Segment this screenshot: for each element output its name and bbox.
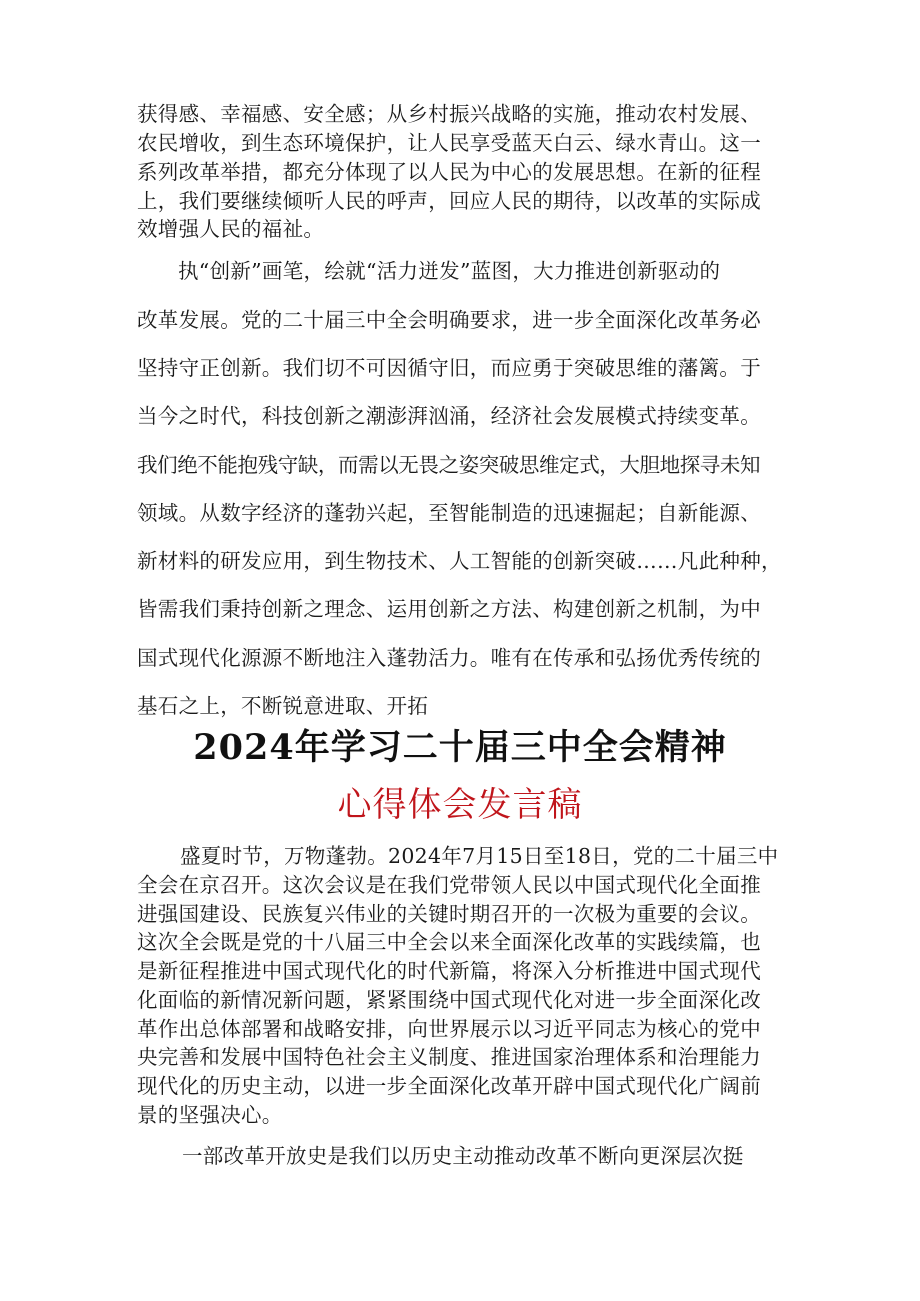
document-subtitle: 心得体会发言稿 [337, 785, 583, 825]
paragraph-line: 新材料的研发应用，到生物技术、人工智能的创新突破……凡此种种， [137, 549, 782, 573]
paragraph-line: 化面临的新情况新问题，紧紧围绕中国式现代化对进一步全面深化改 [137, 988, 761, 1012]
paragraph-line: 农民增收，到生态环境保护，让人民享受蓝天白云、绿水青山。这一 [137, 131, 761, 155]
paragraph-line: 执“创新”画笔，绘就“活力迸发”蓝图，大力推进创新驱动的 [178, 259, 721, 283]
paragraph-line: 一部改革开放史是我们以历史主动推动改革不断向更深层次挺 [182, 1144, 744, 1168]
paragraph-line: 改革发展。党的二十届三中全会明确要求，进一步全面深化改革务必 [137, 308, 761, 332]
paragraph-line: 上，我们要继续倾听人民的呼声，回应人民的期待，以改革的实际成 [137, 189, 761, 213]
paragraph-line: 获得感、幸福感、安全感；从乡村振兴战略的实施，推动农村发展、 [137, 102, 761, 126]
paragraph-line: 盛夏时节，万物蓬勃。2024年7月15日至18日，党的二十届三中 [180, 844, 779, 868]
paragraph-line: 领域。从数字经济的蓬勃兴起，至智能制造的迅速掘起；自新能源、 [137, 501, 761, 525]
paragraph-line: 国式现代化源源不断地注入蓬勃活力。唯有在传承和弘扬优秀传统的 [137, 646, 761, 670]
document-title: 2024年学习二十届三中全会精神 [193, 727, 727, 768]
paragraph-line: 央完善和发展中国特色社会主义制度、推进国家治理体系和治理能力 [137, 1045, 761, 1069]
paragraph-line: 当今之时代，科技创新之潮澎湃汹涌，经济社会发展模式持续变革。 [137, 404, 761, 428]
paragraph-line: 是新征程推进中国式现代化的时代新篇，将深入分析推进中国式现代 [137, 959, 761, 983]
paragraph-line: 进强国建设、民族复兴伟业的关键时期召开的一次极为重要的会议。 [137, 902, 761, 926]
paragraph-line: 全会在京召开。这次会议是在我们党带领人民以中国式现代化全面推 [137, 873, 761, 897]
paragraph-line: 基石之上，不断锐意进取、开拓 [137, 694, 429, 718]
paragraph-line: 现代化的历史主动，以进一步全面深化改革开辟中国式现代化广阔前 [137, 1074, 761, 1098]
paragraph-line: 革作出总体部署和战略安排，向世界展示以习近平同志为核心的党中 [137, 1017, 761, 1041]
paragraph-line: 皆需我们秉持创新之理念、运用创新之方法、构建创新之机制，为中 [137, 597, 761, 621]
paragraph-line: 景的坚强决心。 [137, 1103, 283, 1127]
paragraph-line: 效增强人民的福祉。 [137, 217, 325, 241]
paragraph-line: 我们绝不能抱残守缺，而需以无畏之姿突破思维定式，大胆地探寻未知 [137, 453, 761, 477]
paragraph-line: 坚持守正创新。我们切不可因循守旧，而应勇于突破思维的藩篱。于 [137, 356, 761, 380]
paragraph-line: 系列改革举措，都充分体现了以人民为中心的发展思想。在新的征程 [137, 160, 761, 184]
paragraph-line: 这次全会既是党的十八届三中全会以来全面深化改革的实践续篇，也 [137, 930, 761, 954]
